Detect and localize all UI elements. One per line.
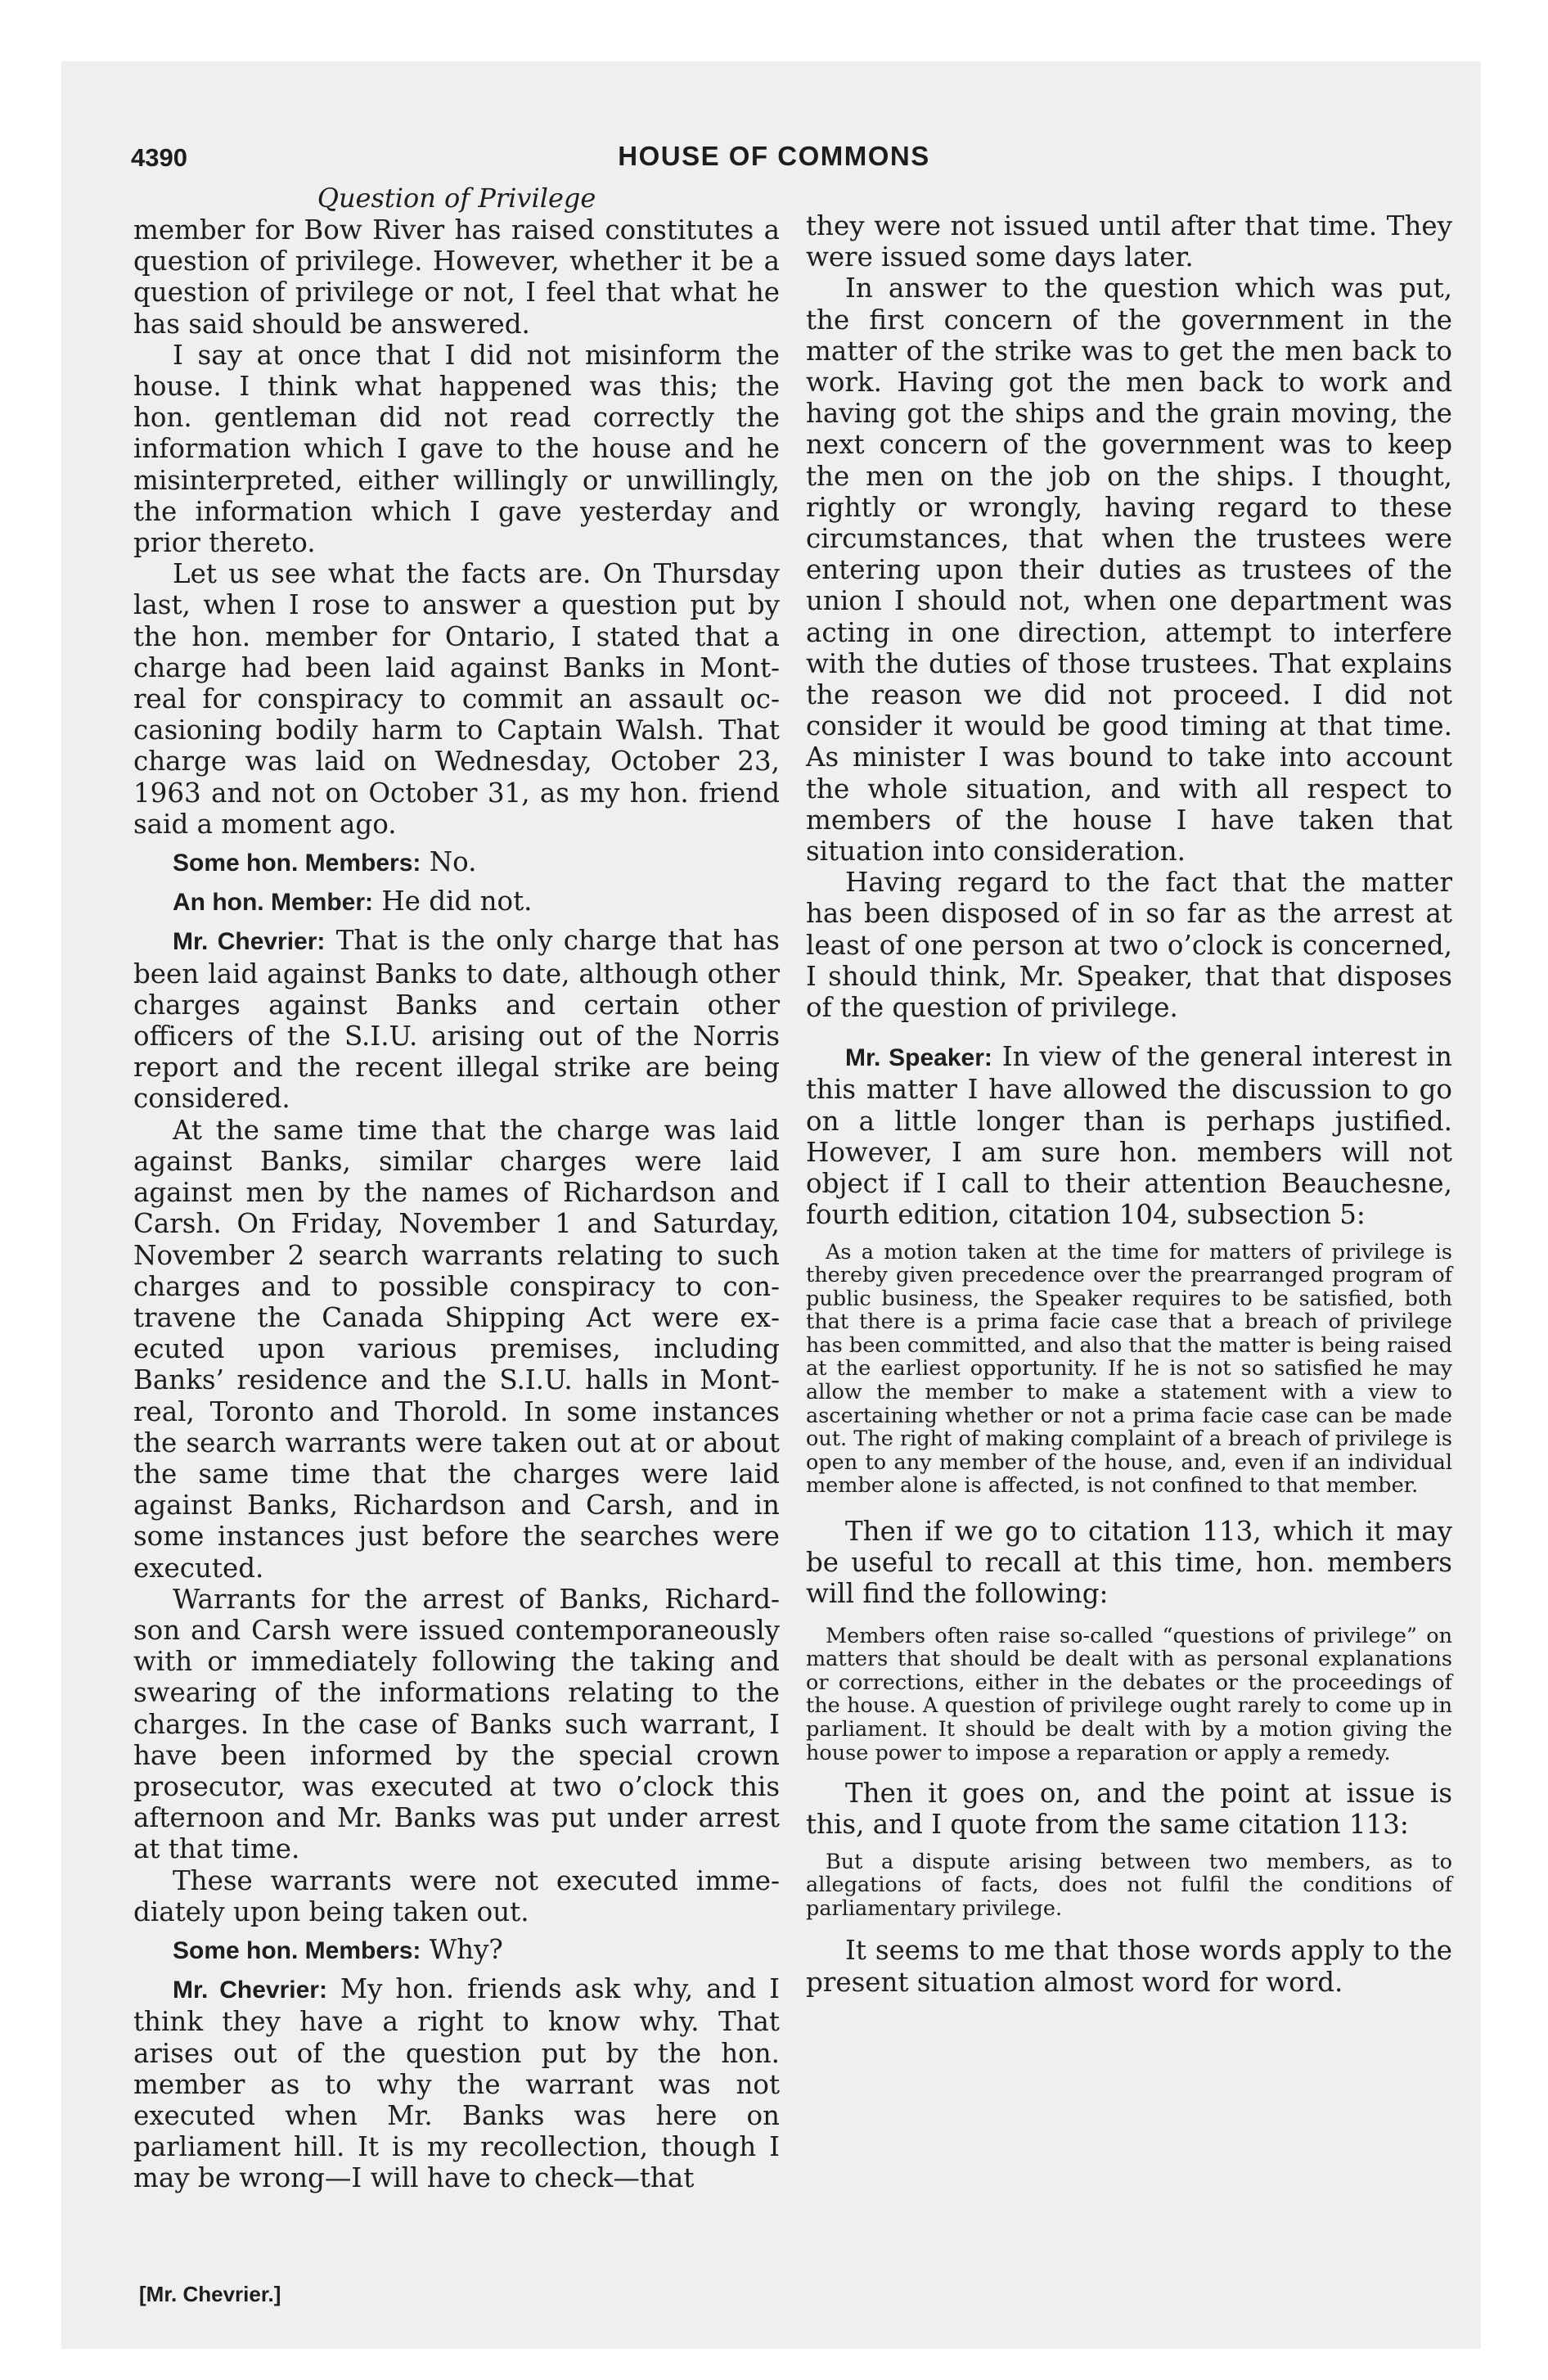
- speech-text: He did not.: [381, 886, 533, 917]
- paragraph: I say at once that I did not misinform the house. I think what happened was this; the hon. gentleman did not read correctly the information which I gave to the house and he misinterpreted, either willingly or unwillingly, the information which I gave yesterday and prior thereto.: [133, 339, 780, 559]
- speaker-name: An hon. Member:: [173, 889, 373, 917]
- footer-speaker-tag: [Mr. Chevrier.]: [139, 2282, 281, 2306]
- speech: [806, 1041, 1452, 1230]
- speech: [133, 846, 780, 879]
- block-quote: Members often raise so-called “questions of privilege” on matters that should be dealt with as personal explanations or corrections, either in the debates or the proceedings of the house. A question of privilege ought rarely to come up in parliament. It should be dealt with by a motion giving the house power to impose a reparation or apply a remedy.: [806, 1623, 1452, 1765]
- speech-text: My hon. friends ask why, and I think they have a right to know why. That arises out of the question put by the hon. member as to why the warrant was not executed when Mr. Banks was here on parliament hill. It is my recollection, though I may be wrong—I will have to check—that: [133, 1973, 780, 2194]
- speech-text: That is the only charge that has been laid against Banks to date, although other charges against Banks and certain other officers of the S.I.U. arising out of the Norris report and the recent illegal strike are being considered.: [133, 925, 780, 1115]
- right-column: [806, 210, 1452, 1998]
- paragraph: Then it goes on, and the point at issue is this, and I quote from the same citation 113:: [806, 1778, 1452, 1841]
- subject-heading: Question of Privilege: [317, 183, 596, 214]
- speaker-name: Some hon. Members:: [173, 1936, 421, 1964]
- speech: [133, 925, 780, 1114]
- block-quote: But a dispute arising between two members, as to allegations of facts, does not fulfil the conditions of parliamentary privilege.: [806, 1849, 1452, 1921]
- speaker-name: Mr. Speaker:: [845, 1044, 992, 1072]
- paragraph: member for Bow River has raised constitutes a question of privilege. However, whether it be a question of privilege or not, I feel that what he has said should be answered.: [133, 214, 780, 340]
- running-head: [0, 135, 1548, 184]
- speech: [133, 1973, 780, 2193]
- speech-text: In view of the general interest in this matter I have allowed the discussion to go on a little longer than is perhaps justified. However, I am sure hon. members will not object if I call to their attention Beauchesne, fourth edition, citation 104, subsection 5:: [806, 1041, 1452, 1231]
- paragraph: At the same time that the charge was laid against Banks, similar charges were laid against men by the names of Richardson and Carsh. On Friday, November 1 and Saturday, November 2 search warrants relating to such charges and to possible conspiracy to contravene the Canada Shipping Act were executed upon various premises, including Banks’ residence and the S.I.U. halls in Montreal, Toronto and Thorold. In some instances the search warrants were taken out at or about the same time that the charges were laid against Banks, Richardson and Carsh, and in some instances just before the searches were executed.: [133, 1114, 780, 1584]
- speaker-name: Mr. Chevrier:: [173, 1977, 327, 2004]
- speech-text: No.: [429, 846, 477, 878]
- speaker-name: Some hon. Members:: [173, 850, 421, 877]
- paragraph: they were not issued until after that time. They were issued some days later.: [806, 210, 1452, 273]
- paragraph: In answer to the question which was put, the first concern of the government in the matter of the strike was to get the men back to work. Having got the men back to work and having got the ships and the grain moving, the next concern of the government was to keep the men on the job on the ships. I thought, rightly or wrongly, having regard to these circumstances, that when the trustees were entering upon their duties as trustees of the union I should not, when one department was acting in one direction, attempt to interfere with the duties of those trustees. That explains the reason we did not proceed. I did not consider it would be good timing at that time. As minister I was bound to take into account the whole situation, and with all respect to members of the house I have taken that situation into consideration.: [806, 273, 1452, 868]
- left-column: [133, 214, 780, 2194]
- paragraph: Having regard to the fact that the matter has been disposed of in so far as the arrest at least of one person at two o’clock is concerned, I should think, Mr. Speaker, that that disposes of the question of privilege.: [806, 867, 1452, 1024]
- speech: [133, 886, 780, 918]
- paragraph: These warrants were not executed immediately upon being taken out.: [133, 1864, 780, 1927]
- block-quote: As a motion taken at the time for matters of privilege is thereby given precedence over the prearranged program of public business, the Speaker requires to be satisfied, both that there is a prima facie case that a breach of privilege has been committed, and also that the matter is being raised at the earliest opportunity. If he is not so satisfied he may allow the member to make a statement with a view to ascertaining whether or not a prima facie case can be made out. The right of making complaint of a breach of privilege is open to any member of the house, and, even if an individual member alone is affected, is not confined to that member.: [806, 1239, 1452, 1499]
- page-number: 4390: [131, 143, 187, 172]
- paragraph: Let us see what the facts are. On Thursday last, when I rose to answer a question put by the hon. member for Ontario, I stated that a charge had been laid against Banks in Montreal for conspiracy to commit an assault occasioning bodily harm to Captain Walsh. That charge was laid on Wednesday, October 23, 1963 and not on October 31, as my hon. friend said a moment ago.: [133, 558, 780, 840]
- speech: [133, 1934, 780, 1967]
- paragraph: Warrants for the arrest of Banks, Richardson and Carsh were issued contemporaneously with or immediately following the taking and swearing of the informations relating to the charges. In the case of Banks such warrant, I have been informed by the special crown prosecutor, was executed at two o’clock this afternoon and Mr. Banks was put under arrest at that time.: [133, 1583, 780, 1865]
- paragraph: Then if we go to citation 113, which it may be useful to recall at this time, hon. members will find the following:: [806, 1516, 1452, 1610]
- paragraph: It seems to me that those words apply to the present situation almost word for word.: [806, 1935, 1452, 1998]
- speaker-name: Mr. Chevrier:: [173, 928, 326, 956]
- header-title: HOUSE OF COMMONS: [618, 141, 930, 171]
- speech-text: Why?: [429, 1933, 503, 1965]
